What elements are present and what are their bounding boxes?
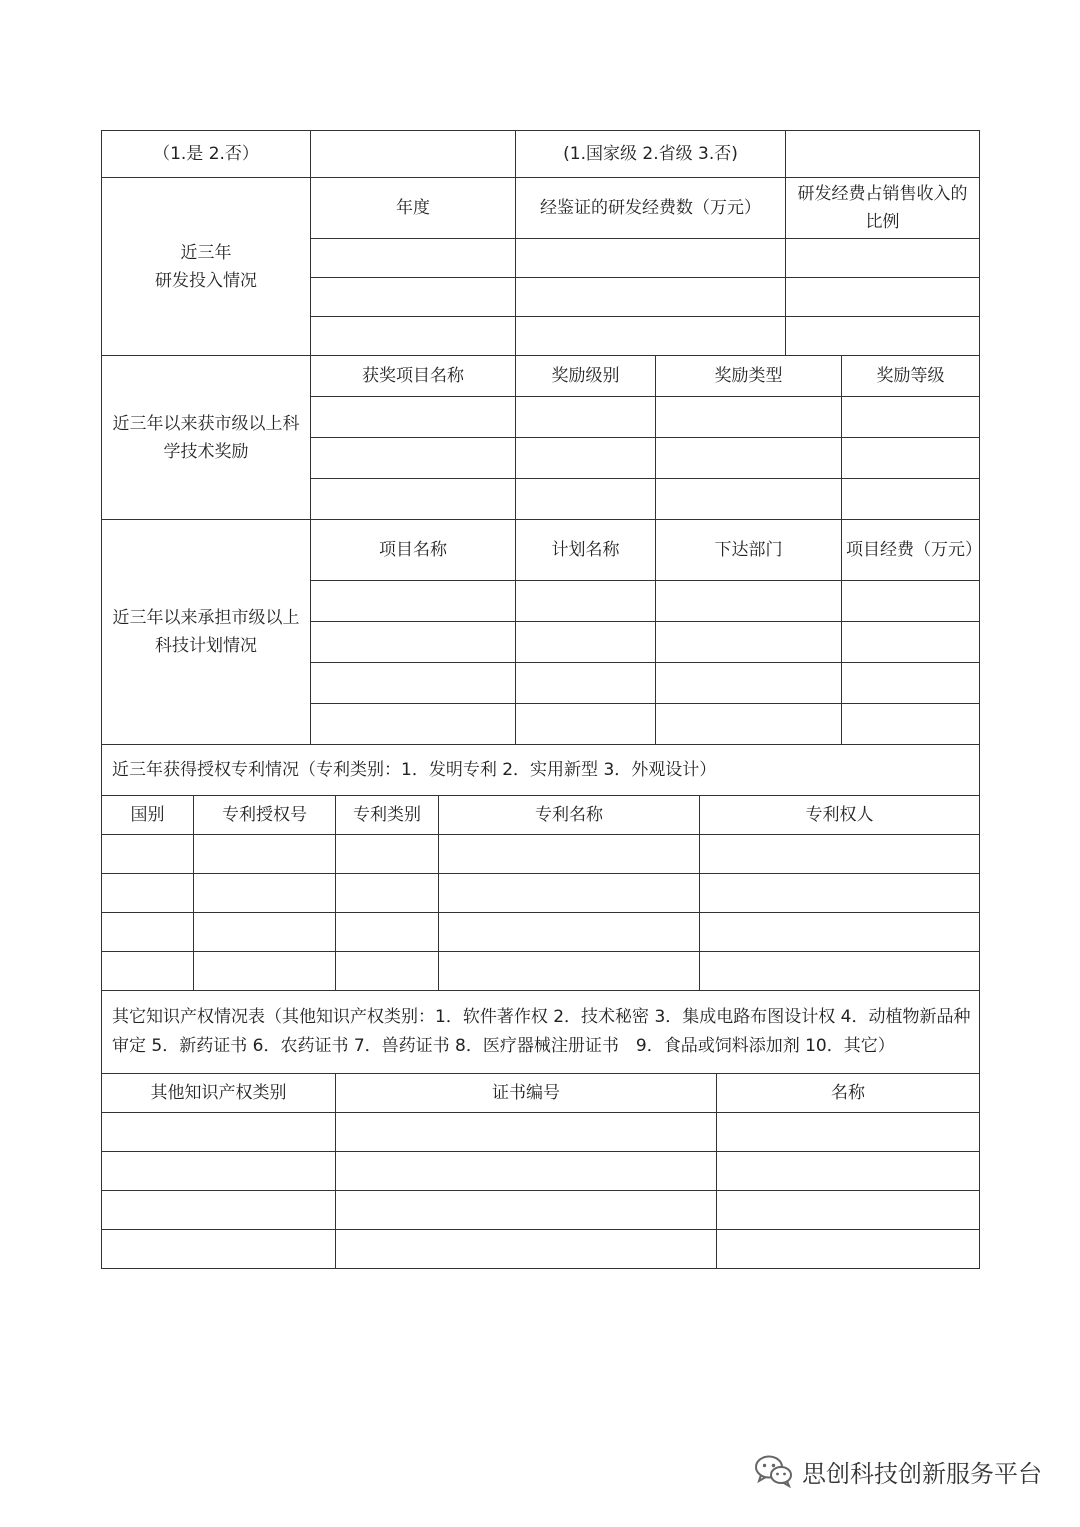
patents-cell[interactable]	[336, 874, 439, 913]
awards-cell[interactable]	[656, 479, 842, 520]
other-ip-cell[interactable]	[336, 1113, 717, 1152]
option-level: (1.国家级 2.省级 3.否)	[516, 131, 786, 178]
option-yes-no-input[interactable]	[311, 131, 516, 178]
patents-header-holder: 专利权人	[700, 796, 980, 835]
patents-cell[interactable]	[102, 913, 194, 952]
patents-cell[interactable]	[194, 952, 336, 991]
other-ip-cell[interactable]	[336, 1191, 717, 1230]
other-ip-cell[interactable]	[102, 1113, 336, 1152]
plans-cell[interactable]	[842, 663, 980, 704]
other-ip-table	[101, 990, 980, 1269]
other-ip-cell[interactable]	[102, 1230, 336, 1269]
plans-cell[interactable]	[656, 581, 842, 622]
other-ip-cell[interactable]	[102, 1191, 336, 1230]
plans-header-funds: 项目经费（万元）	[842, 520, 980, 581]
plans-cell[interactable]	[842, 581, 980, 622]
rd-cell[interactable]	[311, 278, 516, 317]
plans-table	[101, 519, 980, 745]
patents-cell[interactable]	[194, 874, 336, 913]
rd-cell[interactable]	[786, 239, 980, 278]
patents-header-country: 国别	[102, 796, 194, 835]
plans-cell[interactable]	[516, 622, 656, 663]
awards-cell[interactable]	[516, 397, 656, 438]
other-ip-title: 其它知识产权情况表（其他知识产权类别：1．软件著作权 2．技术秘密 3．集成电路布图设计权 4．动植物新品种审定 5．新药证书 6．农药证书 7．兽药证书 8．医疗器械注册证书 9．食品或饲料添加剂 10．其它）	[102, 991, 980, 1074]
awards-cell[interactable]	[311, 479, 516, 520]
patents-cell[interactable]	[194, 913, 336, 952]
watermark-brand: 思创科技创新服务平台	[802, 1459, 1042, 1488]
rd-header-funds: 经鉴证的研发经费数（万元）	[516, 178, 786, 239]
awards-header-level: 奖励级别	[516, 356, 656, 397]
other-ip-cell[interactable]	[336, 1152, 717, 1191]
rd-table	[101, 130, 980, 356]
patents-cell[interactable]	[102, 874, 194, 913]
plans-cell[interactable]	[842, 704, 980, 745]
other-ip-cell[interactable]	[717, 1230, 980, 1269]
rd-header-ratio: 研发经费占销售收入的比例	[786, 178, 980, 239]
awards-cell[interactable]	[842, 438, 980, 479]
other-ip-cell[interactable]	[717, 1191, 980, 1230]
plans-cell[interactable]	[656, 622, 842, 663]
plans-cell[interactable]	[311, 581, 516, 622]
rd-header-year: 年度	[311, 178, 516, 239]
plans-header-plan: 计划名称	[516, 520, 656, 581]
other-ip-cell[interactable]	[102, 1152, 336, 1191]
patents-cell[interactable]	[700, 952, 980, 991]
rd-cell[interactable]	[516, 317, 786, 356]
patents-cell[interactable]	[439, 835, 700, 874]
other-ip-header-type: 其他知识产权类别	[102, 1074, 336, 1113]
awards-label: 近三年以来获市级以上科学技术奖励	[102, 356, 311, 520]
plans-cell[interactable]	[656, 663, 842, 704]
rd-label-line2: 研发投入情况	[155, 270, 257, 291]
patents-header-number: 专利授权号	[194, 796, 336, 835]
rd-cell[interactable]	[311, 239, 516, 278]
awards-cell[interactable]	[516, 438, 656, 479]
patents-cell[interactable]	[102, 952, 194, 991]
patents-cell[interactable]	[336, 913, 439, 952]
rd-label	[102, 178, 311, 356]
other-ip-header-name: 名称	[717, 1074, 980, 1113]
patents-cell[interactable]	[439, 874, 700, 913]
patents-cell[interactable]	[439, 913, 700, 952]
patents-cell[interactable]	[700, 835, 980, 874]
rd-label-line1: 近三年	[180, 242, 232, 263]
patents-table	[101, 744, 980, 991]
other-ip-cell[interactable]	[336, 1230, 717, 1269]
awards-header-name: 获奖项目名称	[311, 356, 516, 397]
awards-table	[101, 355, 980, 520]
awards-cell[interactable]	[842, 479, 980, 520]
plans-cell[interactable]	[516, 663, 656, 704]
option-yes-no: （1.是 2.否）	[102, 131, 311, 178]
plans-cell[interactable]	[311, 663, 516, 704]
awards-cell[interactable]	[311, 397, 516, 438]
awards-cell[interactable]	[842, 397, 980, 438]
plans-cell[interactable]	[516, 704, 656, 745]
plans-cell[interactable]	[311, 704, 516, 745]
plans-header-dept: 下达部门	[656, 520, 842, 581]
rd-cell[interactable]	[786, 317, 980, 356]
other-ip-header-cert: 证书编号	[336, 1074, 717, 1113]
patents-cell[interactable]	[336, 952, 439, 991]
rd-cell[interactable]	[786, 278, 980, 317]
rd-cell[interactable]	[311, 317, 516, 356]
plans-label: 近三年以来承担市级以上科技计划情况	[102, 520, 311, 745]
other-ip-cell[interactable]	[717, 1152, 980, 1191]
plans-cell[interactable]	[656, 704, 842, 745]
patents-cell[interactable]	[700, 913, 980, 952]
awards-header-type: 奖励类型	[656, 356, 842, 397]
wechat-icon	[754, 1454, 794, 1488]
patents-header-name: 专利名称	[439, 796, 700, 835]
patents-header-type: 专利类别	[336, 796, 439, 835]
rd-cell[interactable]	[516, 278, 786, 317]
patents-cell[interactable]	[336, 835, 439, 874]
application-form	[101, 130, 982, 1269]
plans-cell[interactable]	[311, 622, 516, 663]
awards-cell[interactable]	[516, 479, 656, 520]
patents-title: 近三年获得授权专利情况（专利类别：1．发明专利 2．实用新型 3．外观设计）	[102, 745, 980, 796]
plans-header-project: 项目名称	[311, 520, 516, 581]
option-level-input[interactable]	[786, 131, 980, 178]
rd-cell[interactable]	[516, 239, 786, 278]
awards-cell[interactable]	[311, 438, 516, 479]
awards-cell[interactable]	[656, 397, 842, 438]
patents-cell[interactable]	[700, 874, 980, 913]
other-ip-cell[interactable]	[717, 1113, 980, 1152]
awards-header-grade: 奖励等级	[842, 356, 980, 397]
plans-cell[interactable]	[842, 622, 980, 663]
patents-cell[interactable]	[439, 952, 700, 991]
patents-cell[interactable]	[194, 835, 336, 874]
patents-cell[interactable]	[102, 835, 194, 874]
awards-cell[interactable]	[656, 438, 842, 479]
watermark	[754, 1451, 1042, 1491]
plans-cell[interactable]	[516, 581, 656, 622]
